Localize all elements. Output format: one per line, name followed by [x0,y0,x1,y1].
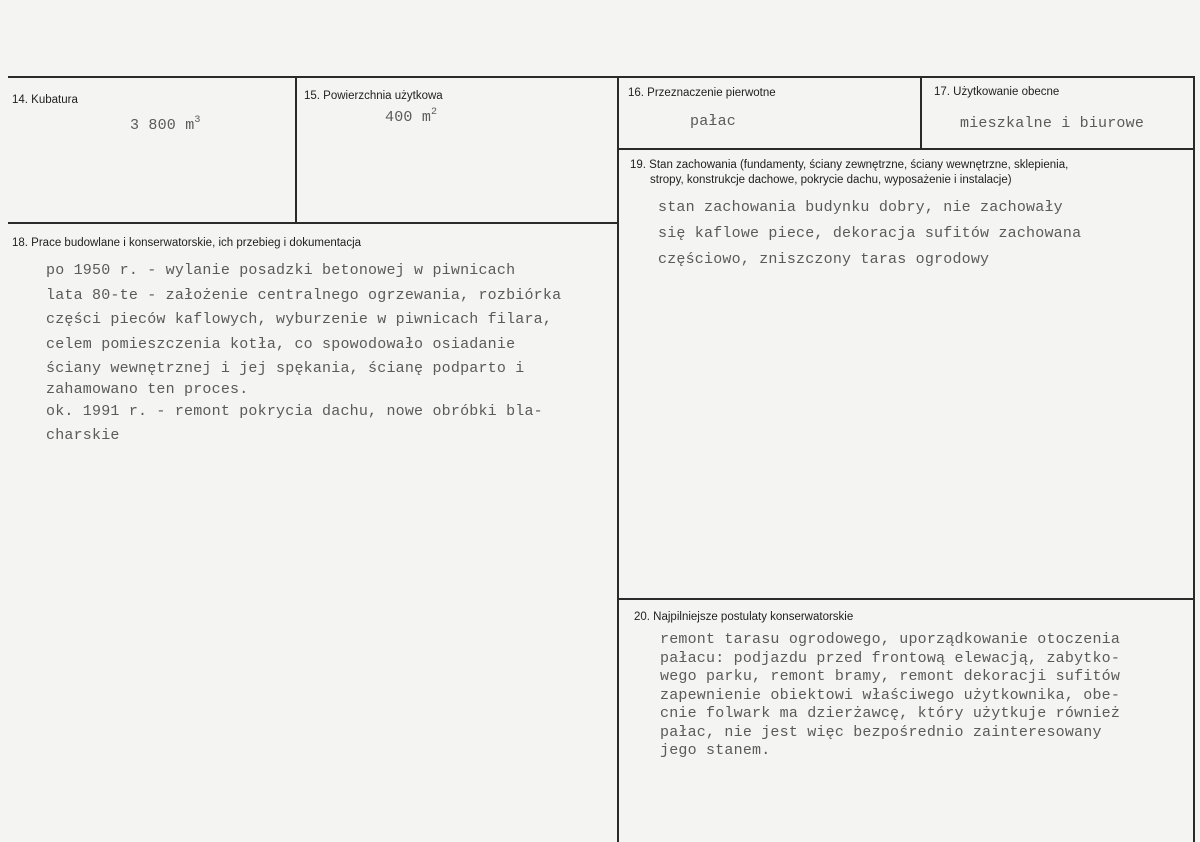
powierzchnia-unit: m [421,109,432,126]
powierzchnia-number: 400 [385,109,413,126]
kubatura-unit: m [185,117,195,134]
col-divider-16-17 [920,76,922,149]
kubatura-number: 3 800 [130,117,177,134]
stan-label-line-2: stropy, konstrukcje dachowe, pokrycie dachu, wyposażenie i instalacje) [650,174,1012,186]
row2-divider-right [618,598,1194,600]
prace-line-7: ok. 1991 r. - remont pokrycia dachu, nowe obróbki bla- [46,402,543,420]
przeznaczenie-label: 16. Przeznaczenie pierwotne [628,87,776,99]
kubatura-value [130,117,201,134]
stan-label-line-1: 19. Stan zachowania (fundamenty, ściany zewnętrzne, ściany wewnętrzne, sklepienia, [630,159,1069,171]
postulaty-label: 20. Najpilniejsze postulaty konserwatorskie [634,611,854,623]
kubatura-exponent: 3 [194,115,201,126]
prace-line-3: części pieców kaflowych, wyburzenie w piwnicach filara, [46,311,553,328]
postulaty-line-4: zapewnienie obiektowi właściwego użytkownika, obe- [660,686,1121,704]
kubatura-label: 14. Kubatura [12,94,78,106]
postulaty-line-5: cnie folwark ma dzierżawcę, który użytkuje również [660,705,1121,722]
prace-line-1: po 1950 r. - wylanie posadzki betonowej w piwnicach [46,262,516,279]
col-divider-main [617,76,619,842]
stan-text [658,195,1081,273]
col-divider-14-15 [295,76,297,223]
prace-text [46,259,561,449]
prace-label: 18. Prace budowlane i konserwatorskie, ich przebieg i dokumentacja [12,237,362,249]
prace-line-8: charskie [46,427,120,444]
row1-divider-right [618,148,1194,150]
prace-line-2: lata 80-te - założenie centralnego ogrzewania, rozbiórka [46,286,562,304]
prace-line-5: ściany wewnętrznej i jej spękania, ścianę podparto i [46,360,525,377]
postulaty-line-7: jego stanem. [660,742,771,759]
powierzchnia-value [385,109,437,126]
right-border-line [1193,76,1195,842]
uzytkowanie-label: 17. Użytkowanie obecne [934,86,1060,98]
prace-line-6: zahamowano ten proces. [46,380,249,398]
row1-divider-left [8,222,618,224]
top-border-line [8,76,1194,78]
postulaty-line-1: remont tarasu ogrodowego, uporządkowanie otoczenia [660,631,1121,648]
stan-line-3: częściowo, zniszczony taras ogrodowy [658,251,990,268]
stan-line-2: się kaflowe piece, dekoracja sufitów zachowana [658,225,1082,242]
powierzchnia-exponent: 2 [431,107,438,118]
uzytkowanie-value: mieszkalne i biurowe [960,115,1145,132]
postulaty-line-6: pałac, nie jest więc bezpośrednio zainteresowany [660,723,1102,741]
przeznaczenie-value: pałac [690,113,737,130]
postulaty-text [660,631,1120,761]
prace-line-4: celem pomieszczenia kotła, co spowodowało osiadanie [46,335,516,353]
stan-line-1: stan zachowania budynku dobry, nie zachowały [658,199,1063,216]
postulaty-line-3: wego parku, remont bramy, remont dekoracji sufitów [660,668,1121,685]
postulaty-line-2: pałacu: podjazdu przed frontową elewacją, zabytko- [660,649,1121,667]
powierzchnia-label: 15. Powierzchnia użytkowa [304,90,443,102]
